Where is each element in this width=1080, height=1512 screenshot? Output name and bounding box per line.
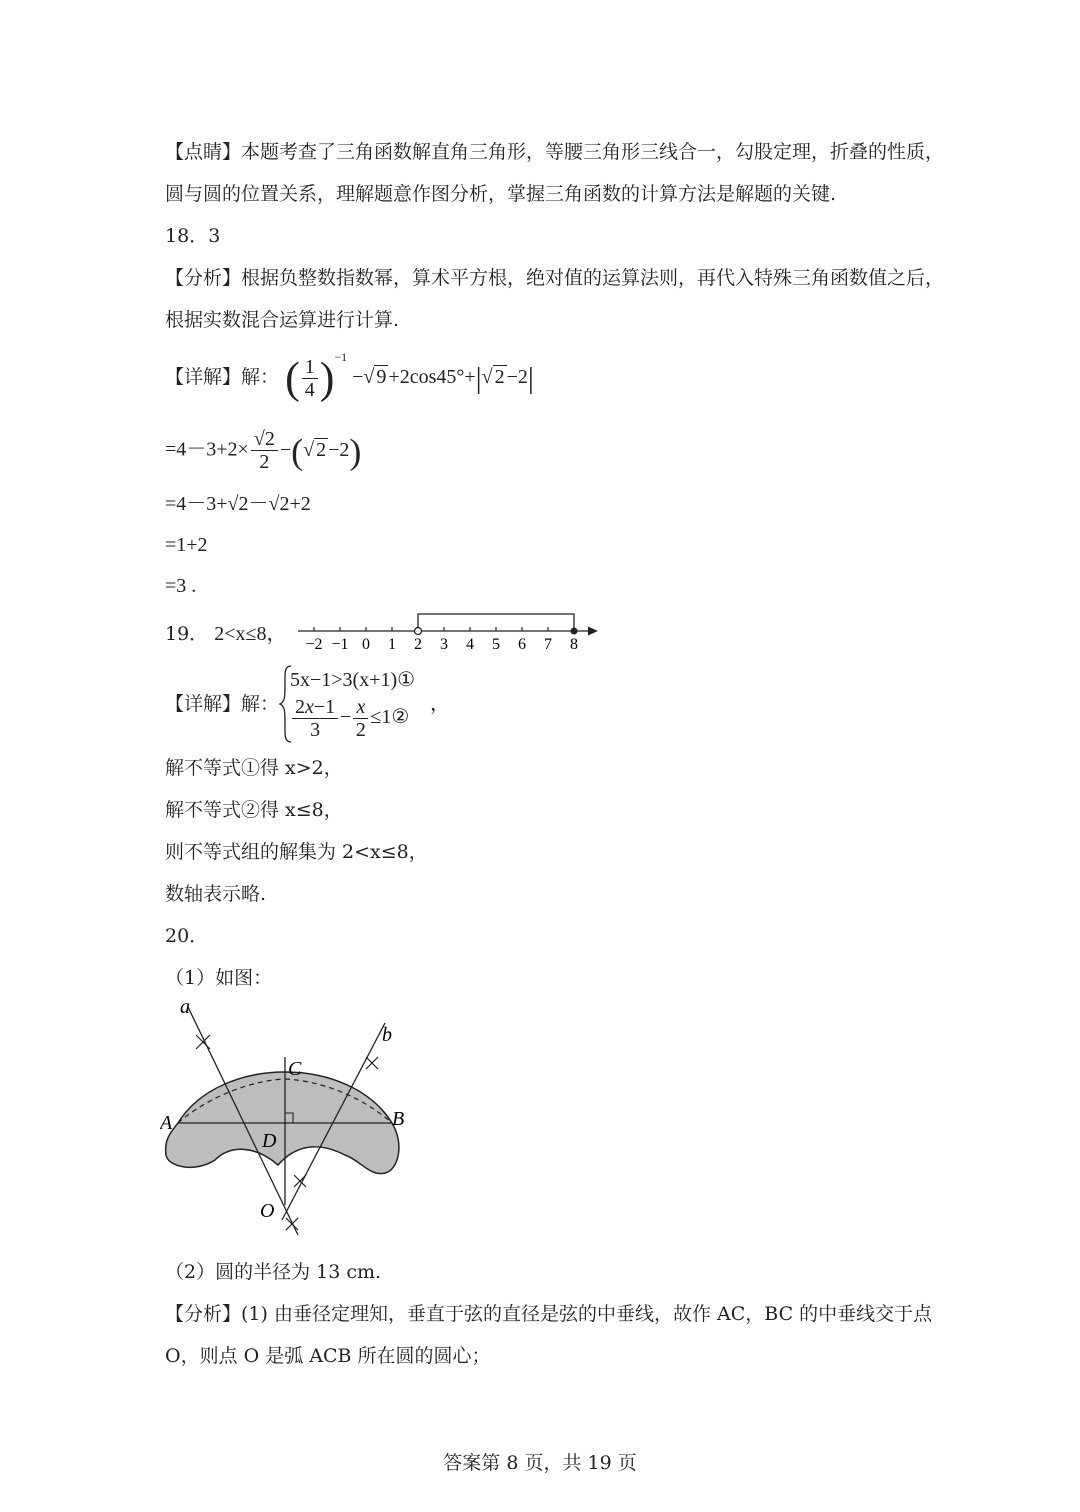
- q19-detail-label: 【详解】解：: [165, 693, 280, 715]
- label-O: O: [260, 1200, 275, 1222]
- tick-label: 0: [362, 636, 370, 652]
- comment-line-2: 圆与圆的位置关系，理解题意作图分析，掌握三角函数的计算方法是解题的关键.: [165, 183, 837, 205]
- q19-detail-line: [165, 690, 279, 718]
- tick-label: 1: [388, 636, 396, 652]
- q20-analysis-2: O，则点 O 是弧 ACB 所在圆的圆心；: [165, 1345, 491, 1367]
- q19-step-4: 数轴表示略.: [165, 883, 267, 905]
- tick-label: 2: [414, 636, 422, 652]
- q19-number-line: [290, 604, 610, 652]
- label-A: A: [160, 1112, 173, 1134]
- q19-step-3: 则不等式组的解集为 2<x≤8，: [165, 841, 428, 863]
- label-C: C: [288, 1058, 302, 1080]
- q18-step-4: =1+2: [165, 534, 208, 556]
- label-B: B: [392, 1108, 405, 1130]
- q20-number: 20．: [165, 925, 209, 947]
- tick-label: −2: [305, 636, 323, 652]
- open-endpoint: [415, 628, 422, 635]
- q18-answer-line: [165, 222, 220, 250]
- comment-line-1: 【点睛】本题考查了三角函数解直角三角形，等腰三角形三线合一，勾股定理，折叠的性质，: [165, 141, 945, 163]
- label-D: D: [262, 1130, 277, 1152]
- q19-step-1: 解不等式①得 x>2，: [165, 757, 343, 779]
- q20-figure: [160, 995, 420, 1245]
- tick-label: 5: [492, 636, 500, 652]
- q18-answer: 3: [208, 225, 221, 247]
- q18-step-3: =4－3+√2－√2+2: [165, 493, 311, 515]
- tick-label: 7: [544, 636, 552, 652]
- q18-analysis-2: 根据实数混合运算进行计算.: [165, 309, 400, 331]
- q18-expression: ( $\frac{1}{4}$ )$^{-1}$ −√ 9 +2cos45°+|√ 2 −2|: [285, 350, 534, 403]
- tick-label: 8: [570, 636, 578, 652]
- q18-number: 18．: [165, 225, 209, 247]
- q19-system-comma: ，: [430, 693, 450, 715]
- tick-label: 6: [518, 636, 526, 652]
- page-footer: 答案第 8 页，共 19 页: [443, 1452, 637, 1474]
- label-a: a: [180, 996, 190, 1018]
- q19-answer: 2<x≤8，: [214, 623, 287, 645]
- q19-system-eq1: 5x−1>3(x+1)①: [290, 669, 416, 691]
- tick-label: 4: [466, 636, 474, 652]
- q19-system-eq2: $\frac{2x-1}{3}$ − $\frac{x}{2}$ ≤1②: [290, 696, 409, 741]
- q18-detail-label: 【详解】解：: [165, 366, 280, 389]
- q19-step-2: 解不等式②得 x≤8，: [165, 799, 343, 821]
- q20-part-1: （1）如图：: [165, 967, 273, 989]
- q19-number: 19．: [165, 623, 209, 645]
- q18-detail-expression: [165, 350, 534, 403]
- tick-label: 3: [440, 636, 448, 652]
- q20-part-2: （2）圆的半径为 13 cm.: [165, 1261, 382, 1283]
- q18-step-5: =3 .: [165, 575, 197, 597]
- q18-analysis-1: 【分析】根据负整数指数幂，算术平方根，绝对值的运算法则，再代入特殊三角函数值之后，: [165, 267, 945, 289]
- q20-analysis-1: 【分析】(1) 由垂径定理知，垂直于弦的直径是弦的中垂线，故作 AC，BC 的中垂线交于点: [165, 1303, 933, 1325]
- q19-answer-line: [165, 620, 287, 648]
- q18-step-2: =4－3+2× $\frac{√2}{2}$ −(√ 2 −2): [165, 428, 362, 473]
- tick-label: −1: [331, 636, 349, 652]
- closed-endpoint: [571, 628, 578, 635]
- label-b: b: [382, 1024, 392, 1046]
